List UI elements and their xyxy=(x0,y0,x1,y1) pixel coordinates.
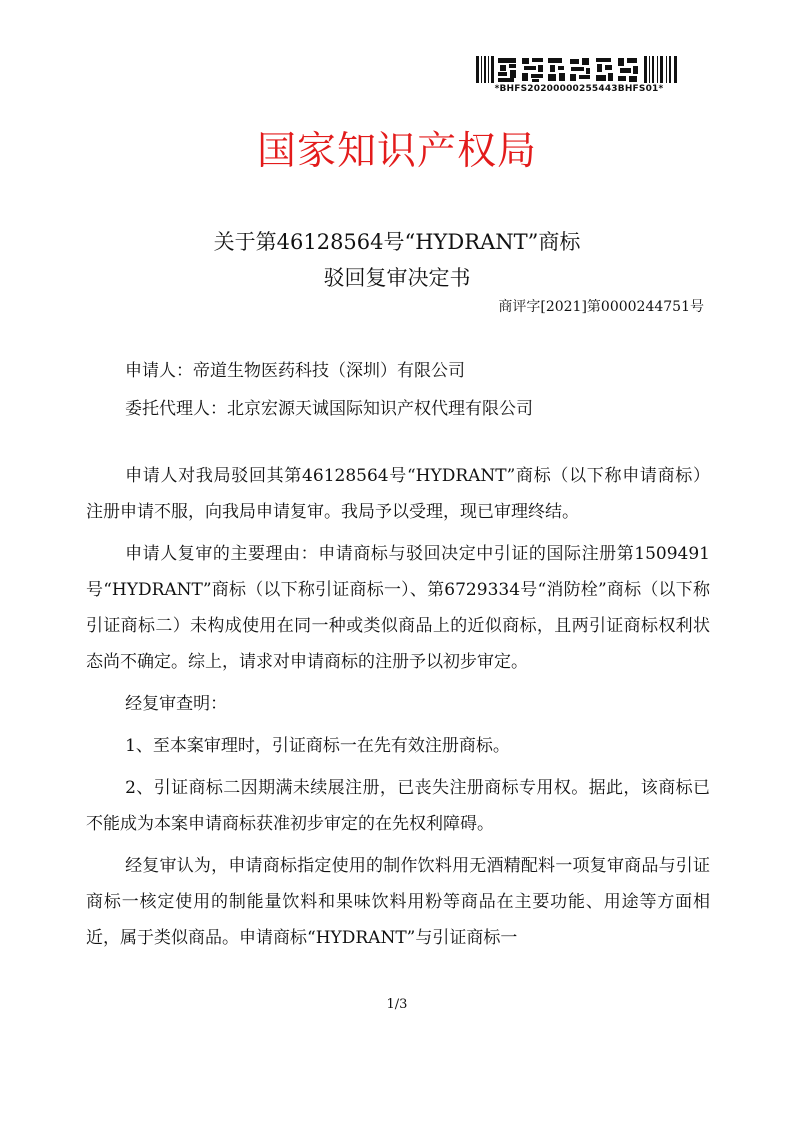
page-number: 1/3 xyxy=(386,997,408,1012)
document-title-line-2: 驳回复审决定书 xyxy=(323,266,471,290)
agent-line: 委托代理人：北京宏源天诚国际知识产权代理有限公司 xyxy=(125,399,533,419)
applicant-line: 申请人：帝道生物医药科技（深圳）有限公司 xyxy=(125,361,465,381)
paragraph: 经复审查明： xyxy=(125,694,228,714)
document-title-line-1: 关于第46128564号“HYDRANT”商标 xyxy=(213,230,581,254)
agency-name: 国家知识产权局 xyxy=(256,129,537,174)
paragraph: 2、引证商标二因期满未续展注册，已丧失注册商标专用权。据此，该商标已不能成为本案申请商标获准初步审定的在先权利障碍。 xyxy=(86,778,710,834)
paragraph: 1、至本案审理时，引证商标一在先有效注册商标。 xyxy=(125,736,510,756)
barcode-number: *BHFS20200000255443BHFS01* xyxy=(494,84,664,94)
document-body xyxy=(86,458,710,962)
document-number: 商评字[2021]第0000244751号 xyxy=(498,299,704,315)
paragraph: 申请人对我局驳回其第46128564号“HYDRANT”商标（以下称申请商标）注册申请不服，向我局申请复审。我局予以受理，现已审理终结。 xyxy=(86,466,710,522)
barcode-image xyxy=(476,56,678,83)
paragraph: 经复审认为，申请商标指定使用的制作饮料用无酒精配料一项复审商品与引证商标一核定使用的制能量饮料和果味饮料用粉等商品在主要功能、用途等方面相近，属于类似商品。申请商标“HYDRANT”与引证商标一 xyxy=(86,856,710,948)
paragraph: 申请人复审的主要理由：申请商标与驳回决定中引证的国际注册第1509491号“HYDRANT”商标（以下称引证商标一）、第6729334号“消防栓”商标（以下称引证商标二）未构成使用在同一种或类似商品上的近似商标，且两引证商标权利状态尚不确定。综上，请求对申请商标的注册予以初步审定。 xyxy=(86,544,710,672)
